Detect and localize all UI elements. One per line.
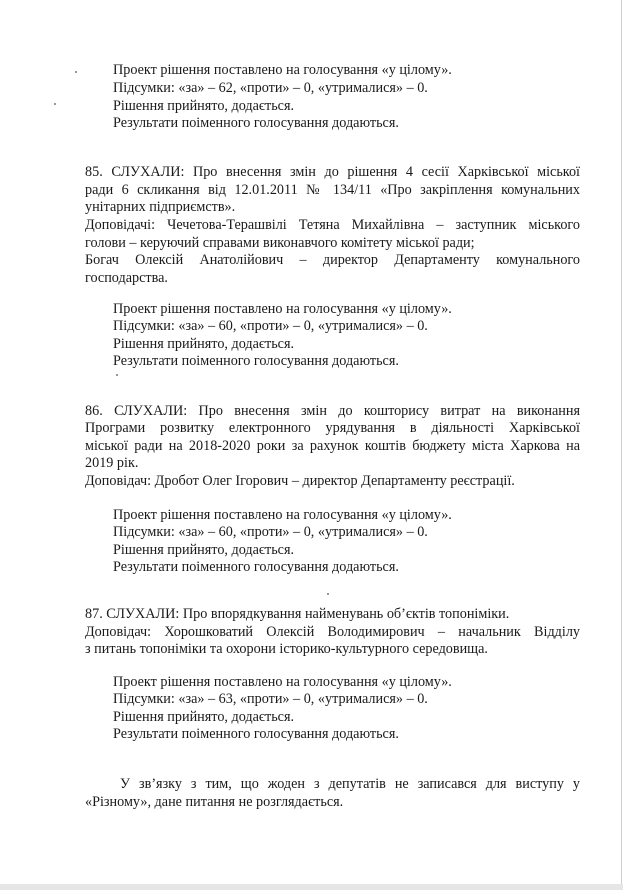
s87-totals-line: Підсумки: «за» – 63, «проти» – 0, «утрималися» – 0. — [113, 691, 428, 707]
s86-results-line: Результати поіменного голосування додаються. — [113, 559, 399, 575]
closing-line-2: «Різному», дане питання не розглядається. — [85, 794, 344, 810]
s86-heading-line-2: Програми розвитку електронного урядування в діяльності Харківської — [85, 420, 580, 436]
s85-heading-line-1: 85. СЛУХАЛИ: Про внесення змін до рішення 4 сесії Харківської міської — [85, 164, 580, 180]
s87-speaker-line-1: Доповідач: Хорошковатий Олексій Володимирович – начальник Відділу — [85, 624, 580, 640]
s85-totals-line: Підсумки: «за» – 60, «проти» – 0, «утрималися» – 0. — [113, 318, 428, 334]
s85-speaker-line-2: голови – керуючий справами виконавчого комітету міської ради; — [85, 235, 475, 251]
scan-speck — [116, 374, 118, 376]
s84-vote-line: Проект рішення поставлено на голосування «у цілому». — [113, 62, 452, 78]
scan-speck — [75, 71, 77, 73]
s85-decision-line: Рішення прийнято, додається. — [113, 336, 295, 352]
s86-totals-line: Підсумки: «за» – 60, «проти» – 0, «утрималися» – 0. — [113, 524, 428, 540]
s86-decision-line: Рішення прийнято, додається. — [113, 542, 295, 558]
s86-heading-line-3: міської ради на 2018-2020 роки за рахунок коштів бюджету міста Харкова на — [85, 438, 580, 454]
s84-totals-line: Підсумки: «за» – 62, «проти» – 0, «утрималися» – 0. — [113, 80, 428, 96]
s85-speaker-line-4: господарства. — [85, 270, 168, 286]
s86-heading-line-1: 86. СЛУХАЛИ: Про внесення змін до кошторису витрат на виконання — [85, 403, 580, 419]
s85-vote-line: Проект рішення поставлено на голосування «у цілому». — [113, 301, 452, 317]
s86-speaker-line: Доповідач: Дробот Олег Ігорович – директор Департаменту реєстрації. — [85, 473, 515, 489]
s87-decision-line: Рішення прийнято, додається. — [113, 709, 295, 725]
s85-results-line: Результати поіменного голосування додаються. — [113, 353, 399, 369]
s84-decision-line: Рішення прийнято, додається. — [113, 98, 295, 114]
s87-speaker-line-2: з питань топоніміки та охорони історико-культурного середовища. — [85, 641, 488, 657]
s87-heading-line: 87. СЛУХАЛИ: Про впорядкування найменувань об’єктів топоніміки. — [85, 606, 510, 622]
s87-results-line: Результати поіменного голосування додаються. — [113, 726, 399, 742]
s85-speaker-line-1: Доповідачі: Чечетова-Терашвілі Тетяна Михайлівна – заступник міського — [85, 217, 580, 233]
s85-speaker-line-3: Богач Олексій Анатолійович – директор Департаменту комунального — [85, 252, 580, 268]
closing-line-1: У зв’язку з тим, що жоден з депутатів не записався для виступу у — [120, 776, 580, 792]
s86-heading-line-4: 2019 рік. — [85, 455, 139, 471]
scan-speck — [54, 103, 56, 105]
scan-speck — [327, 593, 329, 595]
s84-results-line: Результати поіменного голосування додаються. — [113, 115, 399, 131]
s85-heading-line-3: унітарних підприємств». — [85, 199, 236, 215]
s87-vote-line: Проект рішення поставлено на голосування «у цілому». — [113, 674, 452, 690]
viewer-bottom-edge — [0, 884, 623, 890]
s86-vote-line: Проект рішення поставлено на голосування «у цілому». — [113, 507, 452, 523]
s85-heading-line-2: ради 6 скликання від 12.01.2011 № 134/11 «Про закріплення комунальних — [85, 182, 580, 198]
